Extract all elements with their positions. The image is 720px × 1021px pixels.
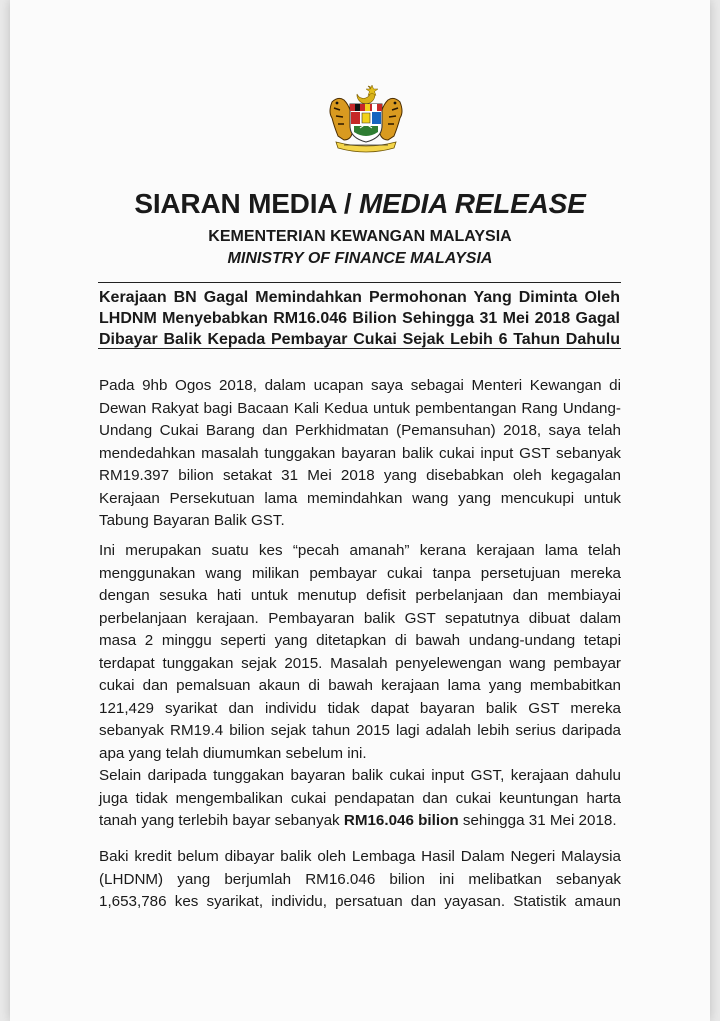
paragraph-line: menggunakan wang milikan pembayar cukai tanpa persetujuan mereka bbox=[99, 564, 621, 582]
paragraph-line: perbelanjaan kerajaan. Pembayaran balik GST sepatutnya dibuat dalam bbox=[99, 609, 621, 627]
divider-bottom bbox=[98, 348, 621, 349]
headline-line: LHDNM Menyebabkan RM16.046 Bilion Sehingga 31 Mei 2018 Gagal bbox=[99, 310, 620, 327]
paragraph-line: sebanyak RM19.4 bilion sejak tahun 2015 lagi adalah lebih serius daripada bbox=[99, 722, 621, 739]
divider-top bbox=[98, 282, 621, 283]
headline-line: Dibayar Balik Kepada Pembayar Cukai Sejak Lebih 6 Tahun Dahulu bbox=[99, 331, 620, 348]
paragraph-line: apa yang telah diumumkan sebelum ini. bbox=[99, 744, 367, 762]
highlighted-amount: RM16.046 bilion bbox=[343, 812, 459, 829]
paragraph-line: Kerajaan Persekutuan lama memindahkan wang yang mencukupi untuk bbox=[99, 489, 621, 507]
paragraph-line: Pada 9hb Ogos 2018, dalam ucapan saya sebagai Menteri Kewangan di bbox=[99, 377, 621, 394]
paragraph-line: (LHDNM) yang berjumlah RM16.046 bilion ini melibatkan sebanyak bbox=[99, 870, 621, 888]
ministry-name-english: MINISTRY OF FINANCE MALAYSIA bbox=[227, 250, 493, 267]
paragraph-line: 1,653,786 kes syarikat, individu, persatuan dan yayasan. Statistik amaun bbox=[99, 893, 621, 910]
paragraph-line: Tabung Bayaran Balik GST. bbox=[99, 512, 285, 529]
paragraph-line: terdapat tunggakan sejak 2015. Masalah penyelewengan wang pembayar bbox=[99, 654, 621, 672]
paragraph-line bbox=[99, 810, 621, 833]
paragraph-line: RM19.397 bilion setakat 31 Mei 2018 yang disebabkan oleh kegagalan bbox=[99, 467, 621, 484]
paragraph-text: sehingga 31 Mei 2018. bbox=[458, 812, 617, 829]
paragraph-line: Baki kredit belum dibayar balik oleh Lembaga Hasil Dalam Negeri Malaysia bbox=[99, 848, 621, 865]
paragraph-line: cukai dan pemalsuan akaun di bawah kerajaan lama yang membabitkan bbox=[99, 677, 621, 694]
document-page bbox=[10, 0, 710, 1021]
title-english: MEDIA RELEASE bbox=[359, 188, 586, 219]
paragraph-line: masa 2 minggu seperti yang ditetapkan di bawah undang-undang tetapi bbox=[99, 632, 621, 649]
headline bbox=[99, 287, 620, 350]
malaysia-coat-of-arms-icon bbox=[310, 82, 422, 158]
paragraph-4 bbox=[99, 846, 621, 914]
paragraph-1 bbox=[99, 375, 621, 533]
title-malay: SIARAN MEDIA / bbox=[134, 188, 352, 219]
document-title bbox=[10, 188, 710, 220]
ministry-name-malay: KEMENTERIAN KEWANGAN MALAYSIA bbox=[208, 228, 512, 245]
paragraph-line: juga tidak mengembalikan cukai pendapatan dan cukai keuntungan harta bbox=[99, 789, 621, 807]
paragraph-line: Dewan Rakyat bagi Bacaan Kali Kedua untuk pembentangan Rang Undang- bbox=[99, 399, 621, 417]
paragraph-text: tanah yang terlebih bayar sebanyak bbox=[99, 812, 344, 829]
headline-line: Kerajaan BN Gagal Memindahkan Permohonan Yang Diminta Oleh bbox=[99, 289, 620, 306]
paragraph-line: dengan sesuka hati untuk menutup defisit perbelanjaan dan membiayai bbox=[99, 587, 621, 604]
paragraph-2 bbox=[99, 540, 621, 765]
paragraph-3 bbox=[99, 765, 621, 833]
paragraph-line: Undang Cukai Barang dan Perkhidmatan (Pemansuhan) 2018, saya telah bbox=[99, 422, 621, 439]
paragraph-line: Selain daripada tunggakan bayaran balik cukai input GST, kerajaan dahulu bbox=[99, 767, 621, 784]
paragraph-line: mendedahkan masalah tunggakan bayaran balik cukai input GST sebanyak bbox=[99, 444, 621, 462]
paragraph-line: 121,429 syarikat dan individu tidak dapat bayaran balik GST mereka bbox=[99, 699, 621, 717]
paragraph-line: Ini merupakan suatu kes “pecah amanah” kerana kerajaan lama telah bbox=[99, 542, 621, 559]
